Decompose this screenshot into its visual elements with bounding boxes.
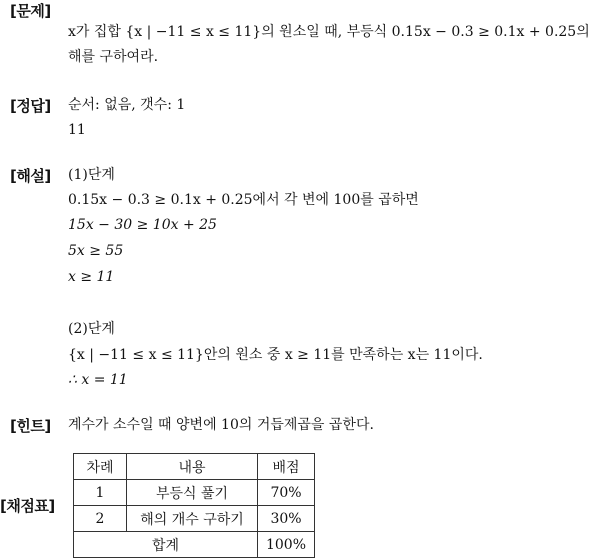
table-row	[74, 480, 315, 506]
total-label: 합계	[74, 532, 258, 558]
header-points: 배점	[258, 454, 315, 480]
problem-label: [문제]	[10, 2, 51, 20]
problem-text-line1: x가 집합 {x | −11 ≤ x ≤ 11}의 원소일 때, 부등식 0.15x − 0.3 ≥ 0.1x + 0.25의	[68, 24, 590, 40]
solution-label: [해설]	[10, 167, 51, 185]
solution-conclusion: ∴ x = 11	[68, 372, 128, 388]
solution-step2-line1: {x | −11 ≤ x ≤ 11}안의 원소 중 x ≥ 11를 만족하는 x는 11이다.	[68, 347, 483, 363]
row2-order: 2	[74, 506, 127, 532]
hint-label: [힌트]	[10, 417, 51, 435]
row1-points: 70%	[258, 480, 315, 506]
scoring-total-row	[74, 532, 315, 558]
solution-step1-line1: 0.15x − 0.3 ≥ 0.1x + 0.25에서 각 변에 100를 곱하면	[68, 192, 419, 208]
answer-value: 11	[68, 122, 86, 138]
row1-content: 부등식 풀기	[127, 480, 258, 506]
header-order: 차례	[74, 454, 127, 480]
hint-text: 계수가 소수일 때 양변에 10의 거듭제곱을 곱한다.	[68, 417, 374, 433]
total-value: 100%	[258, 532, 315, 558]
scoring-header-row	[74, 454, 315, 480]
table-row	[74, 506, 315, 532]
solution-step1-title: (1)단계	[68, 167, 115, 183]
solution-step2-title: (2)단계	[68, 321, 115, 337]
scoring-table	[73, 453, 315, 558]
solution-step1-line4: x ≥ 11	[68, 269, 115, 285]
row2-content: 해의 개수 구하기	[127, 506, 258, 532]
scoring-label: [채점표]	[0, 497, 55, 515]
row1-order: 1	[74, 480, 127, 506]
solution-step1-line2: 15x − 30 ≥ 10x + 25	[68, 217, 217, 233]
header-content: 내용	[127, 454, 258, 480]
row2-points: 30%	[258, 506, 315, 532]
problem-text-line2: 해를 구하여라.	[68, 49, 159, 65]
answer-label: [정답]	[10, 97, 51, 115]
solution-step1-line3: 5x ≥ 55	[68, 243, 124, 259]
answer-meta: 순서: 없음, 갯수: 1	[68, 97, 186, 113]
